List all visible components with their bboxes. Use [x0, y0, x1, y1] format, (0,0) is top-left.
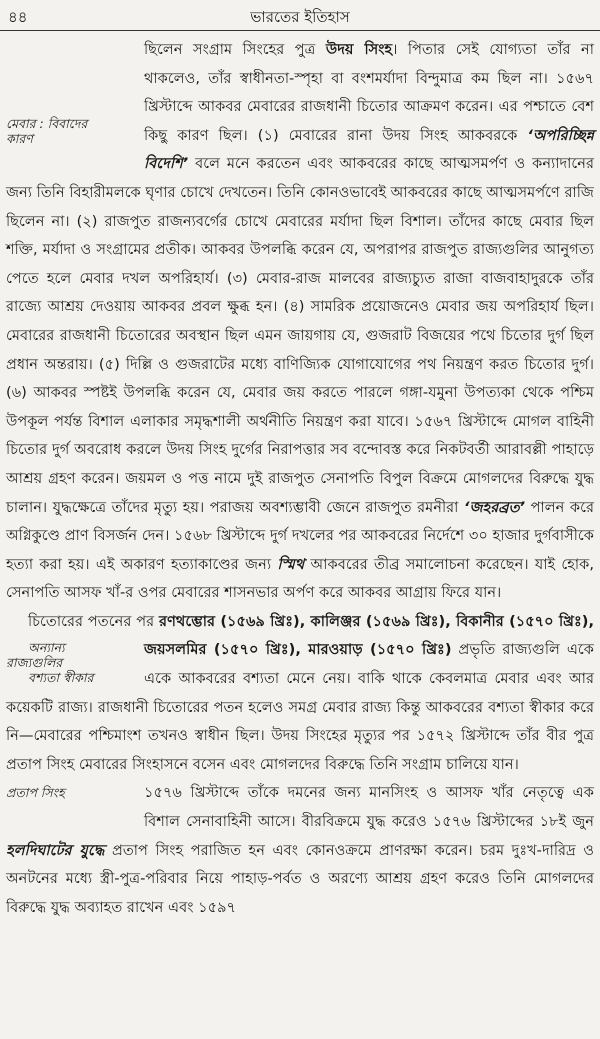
paragraph-pratap: প্রতাপ সিংহ ১৫৭৬ খ্রিস্টাব্দে তাঁকে দমনের জন্য মানসিংহ ও আসফ খাঁর নেতৃত্বে এক বিশাল সেনাবাহিনী আসে। বীরবিক্রমে যুদ্ধ করেও ১৫৭৬ খ্রিস্টাব্দের ১৮ই জুন হলদিঘাটের যুদ্ধে প্রতাপ সিংহ পরাজিত হন এবং কোনওক্রমে প্রাণরক্ষা করেন। চরম দুঃখ-দারিদ্র ও অনটনের মধ্যে স্ত্রী-পুত্র-পরিবার নিয়ে পাহাড়-পর্বত ও অরণ্যে আশ্রয় গ্রহণ করেও তিনি মোগলদের বিরুদ্ধে যুদ্ধ অব্যাহত রাখেন এবং ১৫৯৭: [6, 779, 594, 922]
emphasis-uday-singh: উদয় সিংহ: [325, 41, 393, 58]
running-head: ভারতের ইতিহাস: [250, 8, 350, 26]
page-header: [0, 4, 600, 31]
page-number: ৪৪: [8, 8, 28, 26]
emphasis-smith: স্মিথ: [277, 555, 305, 573]
body-text: [6, 36, 594, 922]
sidenote-submission: অন্যান্য রাজ্যগুলির বশ্যতা স্বীকার: [6, 640, 94, 686]
emphasis-haldighati: হলদিঘাটের যুদ্ধে: [6, 841, 105, 859]
paragraph-other-states: চিতোরের পতনের পর রণথম্ভোর (১৫৬৯ খ্রিঃ), কালিঞ্জর (১৫৬৯ খ্রিঃ), বিকানীর (১৫৭০ খ্রিঃ), জয়সলমির (১৫৭০ খ্রিঃ), মারওয়াড় (১৫৭০ খ্রিঃ) অন্যান্য রাজ্যগুলির বশ্যতা স্বীকার প্রভৃতি রাজ্যগুলি একে একে আকবরের বশ্যতা মেনে নেয়। বাকি থাকে কেবলমাত্র মেবার এবং আর কয়েকটি রাজ্য। রাজধানী চিতোরের পতন হলেও সমগ্র মেবার রাজ্য কিন্তু আকবরের বশ্যতা স্বীকার করে নি—মেবারের পশ্চিমাংশ তখনও স্বাধীন ছিল। উদয় সিংহের মৃত্যুর পর ১৫৭২ খ্রিস্টাব্দে তাঁর বীর পুত্র প্রতাপ সিংহ মেবারের সিংহাসনে বসেন এবং মোগলদের বিরুদ্ধে তিনি সংগ্রাম চালিয়ে যান।: [6, 612, 594, 773]
paragraph-mewar: মেবার : বিবাদের কারণ ছিলেন সংগ্রাম সিংহের পুত্র উদয় সিংহ। পিতার সেই যোগ্যতা তাঁর না থাকলেও, তাঁর স্বাধীনতা-স্পৃহা বা বংশমর্যাদা বিন্দুমাত্র কম ছিল না। ১৫৬৭ খ্রিস্টাব্দে আকবর মেবারের রাজধানী চিতোর আক্রমণ করেন। এর পশ্চাতে বেশ কিছু কারণ ছিল। (১) মেবারের রানা উদয় সিংহ আকবরকে ‘অপরিচ্ছিন্ন বিদেশি’ বলে মনে করতেন এবং আকবরের কাছে আত্মসমর্পণ ও কন্যাদানের জন্য তিনি বিহারীমলকে ঘৃণার চোখে দেখতেন। তিনি কোনওভাবেই আকবরের কাছে আত্মসমর্পণে রাজি ছিলেন না। (২) রাজপুত রাজন্যবর্গের চোখে মেবারের মর্যাদা ছিল বিশাল। তাঁদের কাছে মেবার ছিল শক্তি, মর্যাদা ও সংগ্রামের প্রতীক। আকবর উপলব্ধি করেন যে, অপরাপর রাজপুত রাজ্যগুলির আনুগত্য পেতে হলে মেবার দখল অপরিহার্য। (৩) মেবার-রাজ মালবের রাজ্যচ্যুত রাজা বাজবাহাদুরকে তাঁর রাজ্যে আশ্রয় দেওয়ায় আকবর প্রবল ক্ষুব্ধ হন। (৪) সামরিক প্রয়োজনেও মেবার জয় অপরিহার্য ছিল। মেবারের রাজধানী চিতোরের অবস্থান ছিল এমন জায়গায় যে, গুজরাট বিজয়ের পথে চিতোর দুর্গ ছিল প্রধান অন্তরায়। (৫) দিল্লি ও গুজরাটের মধ্যে বাণিজ্যিক যোগাযোগের পথ নিয়ন্ত্রণ করত চিতোর দুর্গ। (৬) আকবর স্পষ্টই উপলব্ধি করেন যে, মেবার জয় করতে পারলে গঙ্গা-যমুনা উপত্যকা থেকে পশ্চিম উপকূল পর্যন্ত বিশাল এলাকার সমৃদ্ধশালী অর্থনীতি নিয়ন্ত্রণ করা যাবে। ১৫৬৭ খ্রিস্টাব্দে মোগল বাহিনী চিতোর দুর্গ অবরোধ করলে উদয় সিংহ দুর্গের নিরাপত্তার সব বন্দোবস্ত করে নিকটবর্তী আরাবল্লী পাহাড়ে আশ্রয় গ্রহণ করেন। জয়মল ও পত্ত নামে দুই রাজপুত সেনাপতি বিপুল বিক্রমে মোগলদের বিরুদ্ধে যুদ্ধ চালান। যুদ্ধক্ষেত্রে তাঁদের মৃত্যু হয়। পরাজয় অবশ্যম্ভাবী জেনে রাজপুত রমনীরা ‘জহরব্রত’ পালন করে অগ্নিকুণ্ডে প্রাণ বিসর্জন দেন। ১৫৬৮ খ্রিস্টাব্দে দুর্গ দখলের পর আকবরের নির্দেশে ৩০ হাজার দুর্গবাসীকে হত্যা করা হয়। এই অকারণ হত্যাকাণ্ডের জন্য স্মিথ আকবরের তীব্র সমালোচনা করেছেন। যাই হোক, সেনাপতি আসফ খাঁ-র ওপর মেবারের শাসনভার অর্পণ করে আকবর আগ্রায় ফিরে যান।: [6, 41, 594, 602]
emphasis-foreigner-quote: ‘অপরিচ্ছিন্ন বিদেশি’: [144, 126, 594, 173]
emphasis-states-list: রণথম্ভোর (১৫৬৯ খ্রিঃ), কালিঞ্জর (১৫৬৯ খ্রিঃ), বিকানীর (১৫৭০ খ্রিঃ), জয়সলমির (১৫৭০ খ্রিঃ), মারওয়াড় (১৫৭০ খ্রিঃ): [144, 612, 594, 659]
sidenote-mewar-conflict: মেবার : বিবাদের কারণ: [6, 116, 88, 146]
sidenote-pratap: প্রতাপ সিংহ: [6, 785, 65, 801]
emphasis-jauhar: ‘জহরব্রত’: [463, 498, 526, 516]
